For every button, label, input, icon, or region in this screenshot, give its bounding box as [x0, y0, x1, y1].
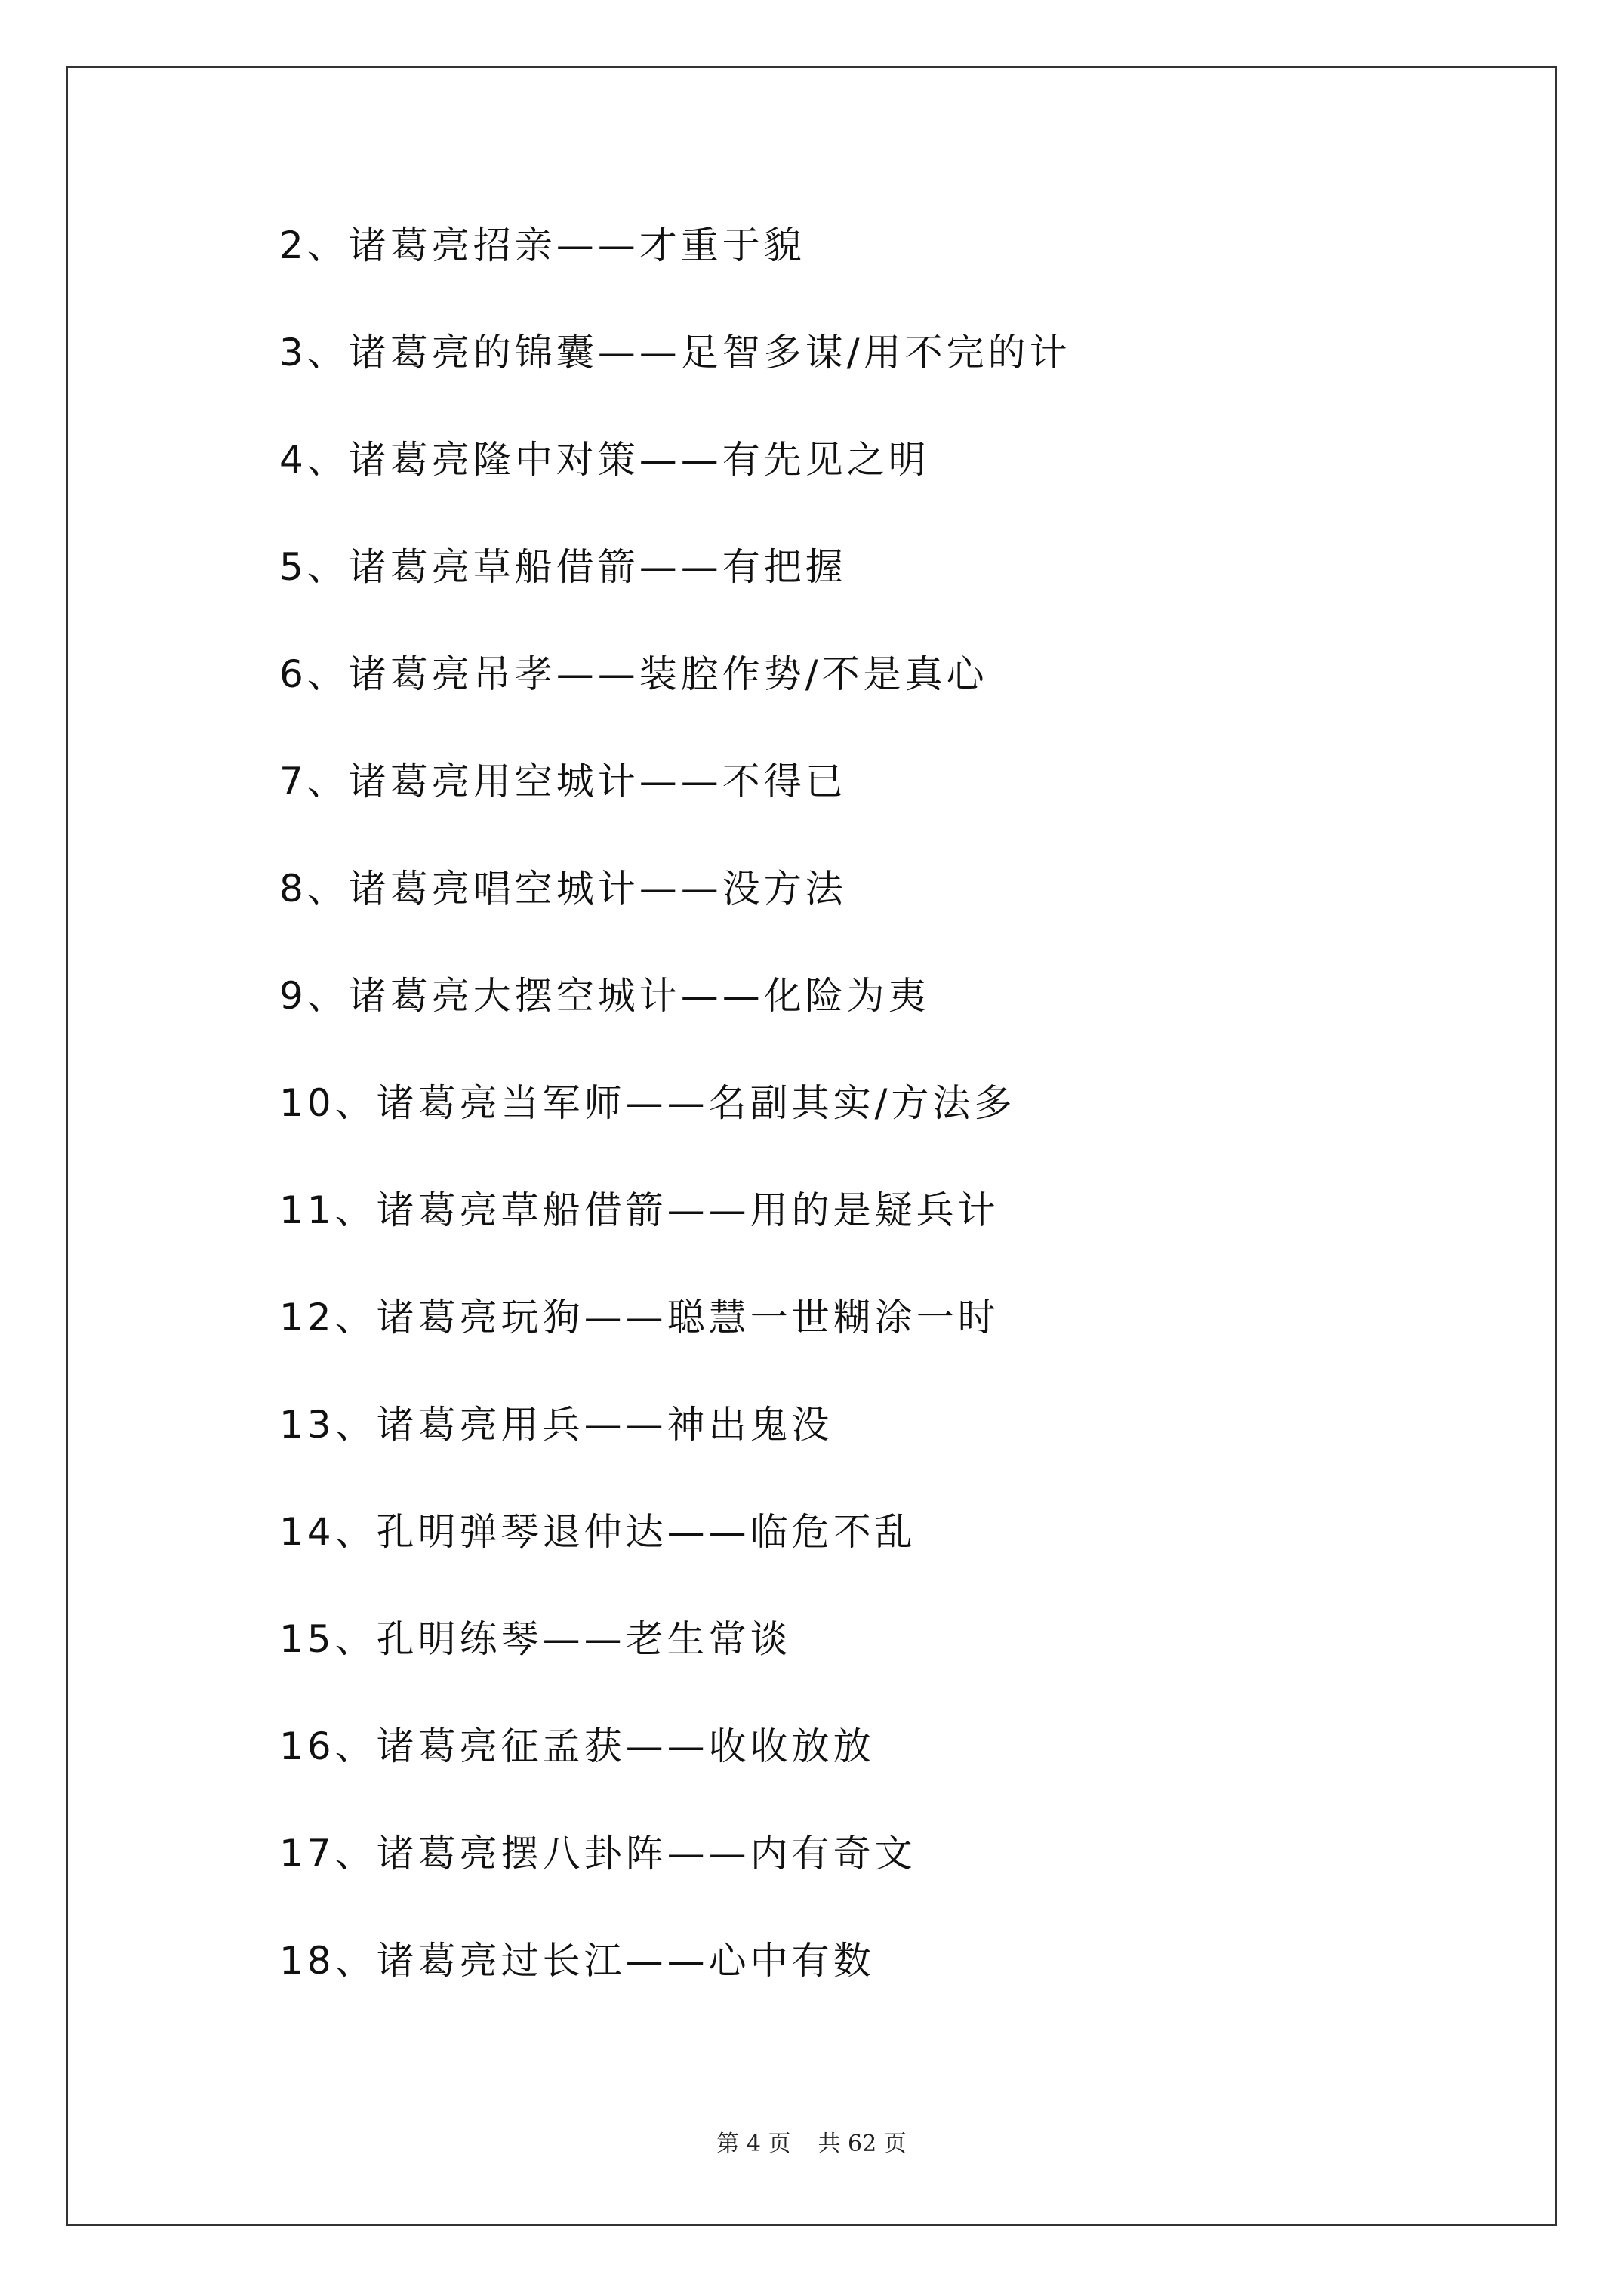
list-item: 2、诸葛亮招亲——才重于貌	[279, 223, 805, 267]
list-item: 9、诸葛亮大摆空城计——化险为夷	[279, 974, 930, 1018]
page-total: 共 62 页	[818, 2131, 907, 2157]
list-item: 6、诸葛亮吊孝——装腔作势/不是真心	[279, 652, 988, 696]
page-number: 第 4 页	[716, 2131, 791, 2157]
list-item: 8、诸葛亮唱空城计——没方法	[279, 867, 847, 911]
list-item: 4、诸葛亮隆中对策——有先见之明	[279, 438, 930, 482]
list-item: 16、诸葛亮征孟获——收收放放	[279, 1724, 875, 1768]
list-item: 17、诸葛亮摆八卦阵——内有奇文	[279, 1832, 916, 1875]
list-item: 3、诸葛亮的锦囊——足智多谋/用不完的计	[279, 331, 1071, 374]
list-item: 14、孔明弹琴退仲达——临危不乱	[279, 1510, 916, 1554]
list-item: 11、诸葛亮草船借箭——用的是疑兵计	[279, 1188, 999, 1232]
list-item: 18、诸葛亮过长江——心中有数	[279, 1939, 875, 1983]
list-item: 5、诸葛亮草船借箭——有把握	[279, 545, 847, 589]
list-item: 10、诸葛亮当军师——名副其实/方法多	[279, 1081, 1016, 1125]
page-footer	[0, 2129, 1623, 2159]
list-item: 13、诸葛亮用兵——神出鬼没	[279, 1403, 833, 1447]
list-item: 12、诸葛亮玩狗——聪慧一世糊涂一时	[279, 1296, 999, 1339]
item-list	[279, 219, 1071, 2042]
list-item: 7、诸葛亮用空城计——不得已	[279, 760, 847, 803]
list-item: 15、孔明练琴——老生常谈	[279, 1617, 792, 1661]
